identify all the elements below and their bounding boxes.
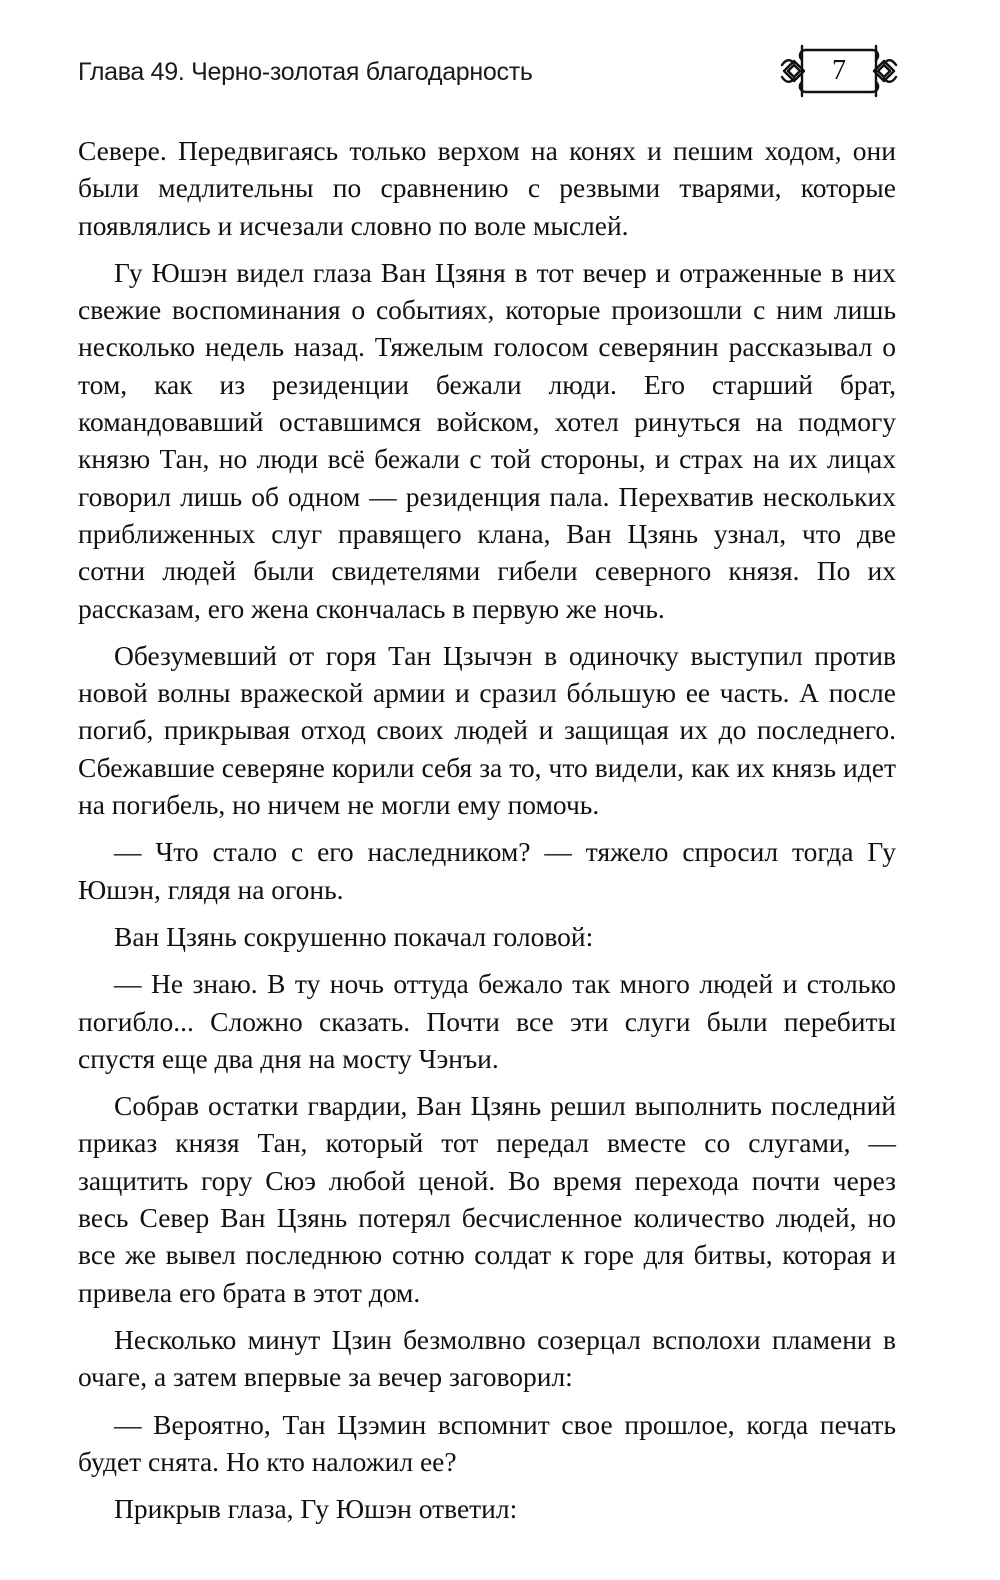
- page-number: 7: [832, 55, 846, 86]
- paragraph: Севере. Передвигаясь только верхом на конях и пешим ходом, они были медлительны по сравнению с резвыми тварями, которые появлялись и исчезали словно по воле мыслей.: [78, 135, 896, 241]
- paragraph: Гу Юшэн видел глаза Ван Цзяня в тот вечер и отраженные в них свежие воспоминания о событиях, которые произошли с ним лишь несколько недель назад. Тяжелым голосом северянин рассказывал о том, как из резиденции бежали люди. Его старший брат, командовавший оставшимся войском, хотел ринуться на подмогу князю Тан, но люди всё бежали с той стороны, и страх на их лицах говорил лишь об одном — резиденция пала. Перехватив нескольких приближенных слуг правящего клана, Ван Цзянь узнал, что две сотни людей были свидетелями гибели северного князя. По их рассказам, его жена скончалась в первую же ночь.: [78, 256, 896, 624]
- paragraph: — Вероятно, Тан Цзэмин вспомнит свое прошлое, когда печать будет снята. Но кто наложил ее?: [78, 1408, 896, 1477]
- running-head-title: Глава 49. Черно-золотая благодарность: [78, 58, 533, 86]
- paragraph: Несколько минут Цзин безмолвно созерцал всполохи пламени в очаге, а затем впервые за вечер заговорил:: [78, 1323, 896, 1393]
- text-body: [78, 132, 896, 1537]
- paragraph: Обезумевший от горя Тан Цзычэн в одиночку выступил против новой волны вражеской армии и сразил бóльшую ее часть. А после погиб, прикрывая отход своих людей и защищая их до последнего. Сбежавшие северяне корили себя за то, что видели, как их князь идет на погибель, но ничем не могли ему помочь.: [78, 639, 896, 821]
- paragraph: Ван Цзянь сокрушенно покачал головой:: [114, 920, 594, 952]
- paragraph: — Что стало с его наследником? — тяжело спросил тогда Гу Юшэн, глядя на огонь.: [78, 836, 896, 905]
- paragraph: Собрав остатки гвардии, Ван Цзянь решил выполнить последний приказ князя Тан, который тот передал вместе со слугами, — защитить гору Сюэ любой ценой. Во время перехода почти через весь Север Ван Цзянь потерял бесчисленное количество людей, но все же вывел последнюю сотню солдат к горе для битвы, которая и привела его брата в этот дом.: [78, 1090, 896, 1308]
- paragraph: Прикрыв глаза, Гу Юшэн ответил:: [114, 1493, 518, 1525]
- paragraph: — Не знаю. В ту ночь оттуда бежало так много людей и столько погибло... Сложно сказать. Почти все эти слуги были перебиты спустя еще два дня на мосту Чэнъи.: [78, 968, 896, 1074]
